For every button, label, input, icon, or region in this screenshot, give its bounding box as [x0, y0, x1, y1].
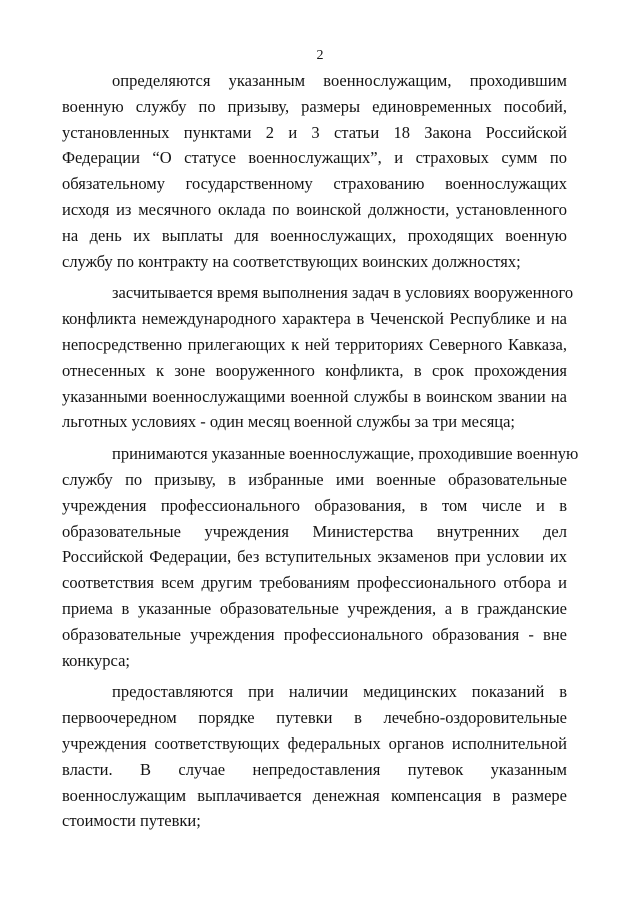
text-line: установленных пунктами 2 и 3 статьи 18 Закона Российской [62, 122, 567, 142]
paragraph [62, 679, 567, 834]
text-line: конкурса; [62, 650, 130, 670]
text-line: военнослужащим выплачивается денежная компенсация в размере [62, 785, 567, 805]
text-line: власти. В случае непредоставления путевок указанным [62, 759, 567, 779]
text-line: приема в указанные образовательные учреждения, а в гражданские [62, 598, 567, 618]
text-line: определяются указанным военнослужащим, проходившим [112, 71, 567, 90]
document-body [62, 68, 579, 834]
text-line: на день их выплаты для военнослужащих, проходящих военную [62, 225, 567, 245]
text-line: исходя из месячного оклада по воинской должности, установленного [62, 199, 567, 219]
text-line: первоочередном порядке путевки в лечебно-оздоровительные [62, 708, 567, 728]
text-line: службу по контракту на соответствующих воинских должностях; [62, 251, 521, 271]
text-line: льготных условиях - один месяц военной службы за три месяца; [62, 412, 516, 432]
text-line: обязательному государственному страхованию военнослужащих [62, 174, 567, 194]
text-line: соответствия всем другим требованиям профессионального отбора и [62, 573, 567, 593]
page-number: 2 [316, 48, 324, 63]
text-line: стоимости путевки; [62, 811, 201, 831]
text-line: службу по призыву, в избранные ими военные образовательные [62, 469, 567, 489]
text-line: конфликта немеждународного характера в Чеченской Республике и на [62, 309, 567, 329]
text-line: засчитывается время выполнения задач в условиях вооруженного [112, 283, 574, 303]
text-line: предоставляются при наличии медицинских показаний в [112, 682, 567, 702]
text-line: образовательные учреждения профессионального образования - вне [62, 624, 567, 644]
text-line: указанными военнослужащими военной службы в воинском звании на [62, 386, 567, 406]
text-line: военную службу по призыву, размеры единовременных пособий, [62, 96, 567, 116]
text-line: отнесенных к зоне вооруженного конфликта, в срок прохождения [62, 360, 567, 380]
text-line: учреждения соответствующих федеральных органов исполнительной [62, 733, 567, 753]
paragraph [62, 68, 567, 274]
paragraph [62, 441, 579, 673]
paragraph [62, 280, 574, 435]
text-line: непосредственно прилегающих к ней территориях Северного Кавказа, [62, 334, 567, 354]
text-line: учреждения профессионального образования, в том числе и в [62, 495, 567, 515]
text-line: образовательные учреждения Министерства внутренних дел [62, 521, 567, 541]
text-line: принимаются указанные военнослужащие, проходившие военную [112, 444, 579, 464]
text-line: Федерации “О статусе военнослужащих”, и страховых сумм по [62, 148, 567, 168]
text-line: Российской Федерации, без вступительных экзаменов при условии их [62, 547, 567, 567]
